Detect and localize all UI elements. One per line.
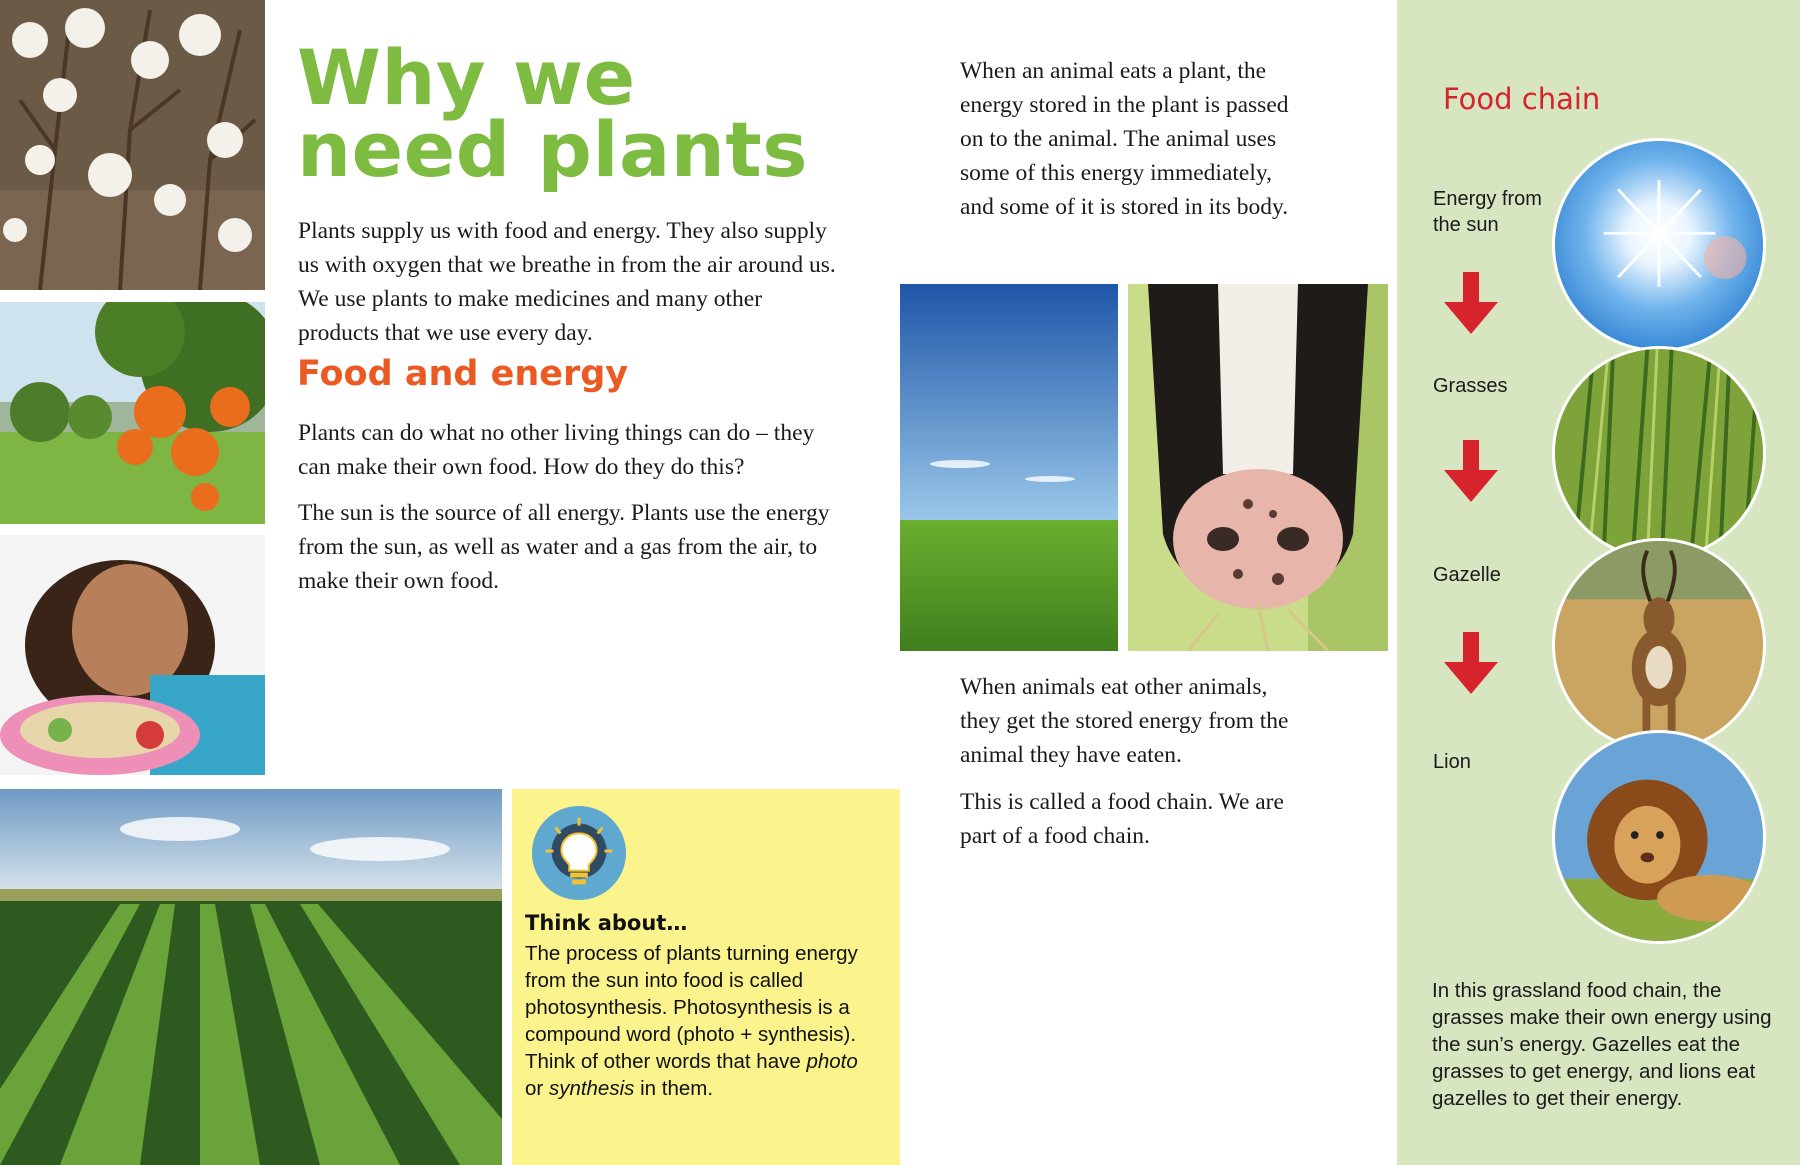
sky-and-grass-photo bbox=[900, 284, 1118, 651]
think-about-text-end: in them. bbox=[634, 1077, 714, 1100]
gazelle-circle-image bbox=[1552, 538, 1766, 752]
think-about-text bbox=[525, 940, 870, 1102]
girl-with-lunchbox-photo bbox=[0, 535, 265, 775]
step-label-grasses: Grasses bbox=[1433, 375, 1508, 397]
grass-circle-image bbox=[1552, 346, 1766, 560]
food-chain-panel bbox=[1397, 0, 1800, 1165]
step-label-lion: Lion bbox=[1433, 751, 1471, 773]
arrow-down-icon bbox=[1444, 272, 1498, 334]
arrow-down-icon bbox=[1444, 440, 1498, 502]
food-and-energy-heading: Food and energy bbox=[297, 354, 629, 394]
think-about-box bbox=[512, 789, 900, 1165]
animals-eat-animals-paragraph: When animals eat other animals, they get the stored energy from the animal they have eaten. bbox=[960, 674, 1289, 768]
crop-field-photo bbox=[0, 789, 502, 1165]
lightbulb-icon bbox=[530, 804, 628, 902]
sun-circle-image bbox=[1552, 138, 1766, 352]
food-chain-note: In this grassland food chain, the grasses make their own energy using the sun’s energy. Gazelles eat the grasses to get energy, and lions eat gazelles to get their energy. bbox=[1432, 979, 1772, 1110]
arrow-down-icon bbox=[1444, 632, 1498, 694]
food-chain-paragraph: This is called a food chain. We are part of a food chain. bbox=[960, 789, 1284, 849]
food-energy-paragraph-1: Plants can do what no other living things can do – they can make their own food. How do they do this? bbox=[298, 420, 815, 480]
orange-tree-photo bbox=[0, 302, 265, 524]
animal-eats-plant-paragraph: When an animal eats a plant, the energy stored in the plant is passed on to the animal. The animal uses some of this energy immediately, and some of it is stored in its body. bbox=[960, 58, 1289, 220]
word-synthesis: synthesis bbox=[548, 1077, 635, 1100]
word-photo: photo bbox=[806, 1050, 858, 1073]
think-about-text-main: The process of plants turning energy from the sun into food is called photosynthesis. Photosynthesis is a compound word (photo + synthesis). Think of other words that have bbox=[525, 942, 858, 1073]
think-about-heading: Think about… bbox=[525, 911, 688, 935]
page-title: Why we need plants bbox=[297, 33, 808, 194]
step-label-sun: Energy from the sun bbox=[1433, 188, 1542, 236]
cotton-plant-photo bbox=[0, 0, 265, 290]
food-energy-paragraph-2: The sun is the source of all energy. Plants use the energy from the sun, as well as water and a gas from the air, to make their own food. bbox=[298, 500, 830, 594]
cow-eating-grass-photo bbox=[1128, 284, 1388, 651]
intro-paragraph: Plants supply us with food and energy. They also supply us with oxygen that we breathe in from the air around us. We use plants to make medicines and many other products that we use every day. bbox=[298, 218, 836, 346]
think-about-or: or bbox=[525, 1077, 549, 1100]
food-chain-heading: Food chain bbox=[1443, 82, 1601, 116]
step-label-gazelle: Gazelle bbox=[1433, 564, 1501, 586]
lion-circle-image bbox=[1552, 730, 1766, 944]
